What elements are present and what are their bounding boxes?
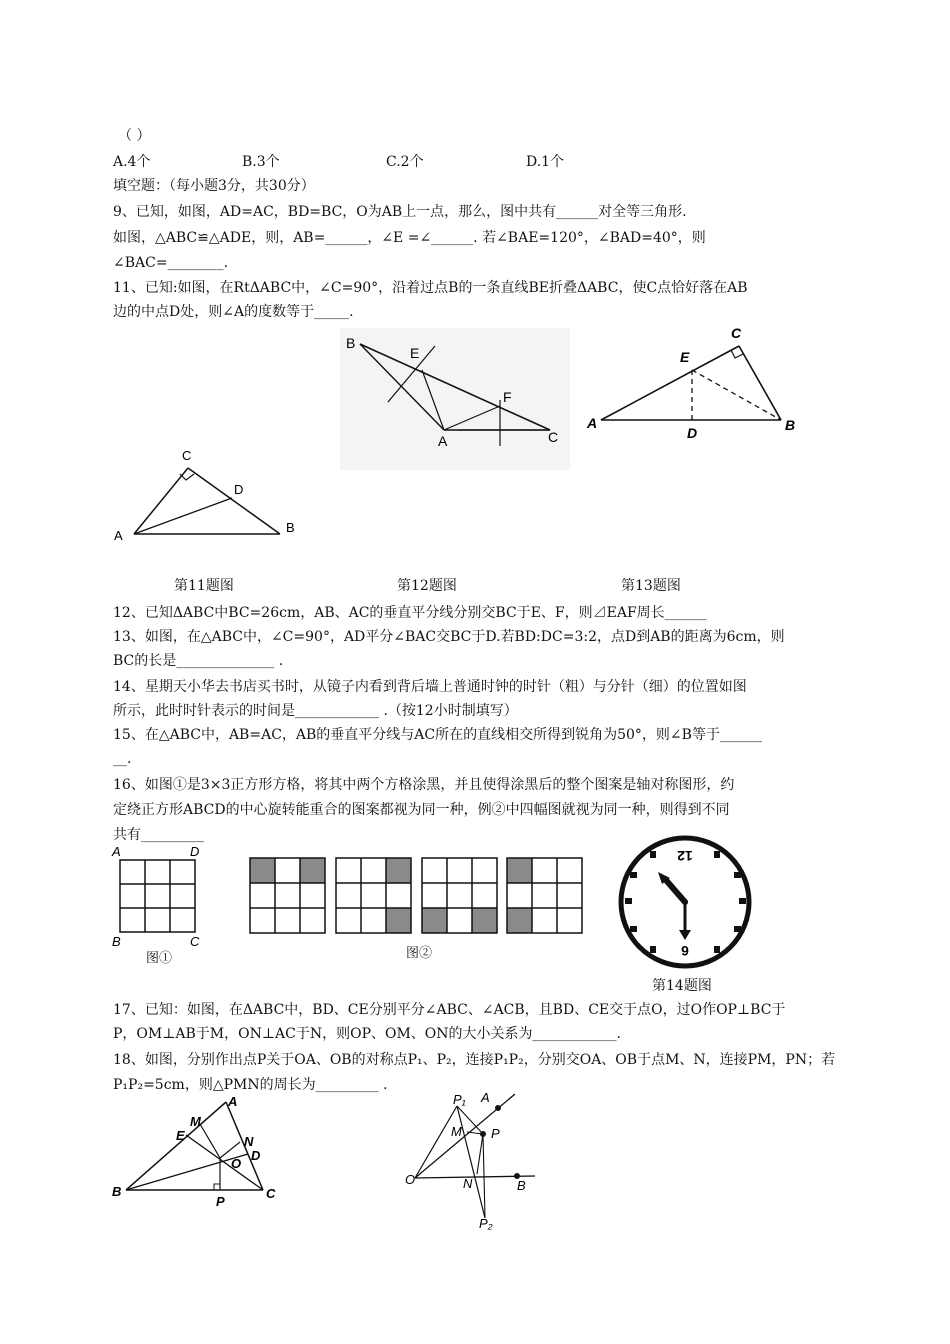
fig12-label-e: E (410, 345, 420, 361)
option-d: D.1个 (526, 154, 565, 170)
clock-label-6: 6 (681, 943, 689, 959)
fig18-label-p1: P₁ (453, 1092, 466, 1107)
grid1-label-b: B (112, 934, 121, 949)
question-9: 9、已知，如图，AD=AC，BD=BC，O为AB上一点，那么，图中共有______对全等三角形. (113, 204, 687, 220)
fig18-label-n: N (463, 1176, 473, 1191)
caption-fig11: 第11题图 (174, 578, 234, 594)
question-11-line1: 11、已知:如图，在RtΔABC中，∠C=90°，沿着过点B的一条直线BE折叠ΔABC，使C点恰好落在AB (113, 280, 748, 296)
fig17-label-m: M (190, 1114, 201, 1129)
question-14-line2: 所示，此时时针表示的时间是____________ .（按12小时制填写） (113, 703, 518, 719)
question-14-line1: 14、星期天小华去书店买书时，从镜子内看到背后墙上普通时钟的时针（粗）与分针（细）的位置如图 (113, 679, 747, 695)
question-16-line3: 共有_________ (113, 827, 204, 843)
fig17-label-d: D (251, 1148, 261, 1163)
fig17-label-o: O (231, 1156, 242, 1171)
question-10-line1: 如图，△ABC≌△ADE，则，AB=______，∠E =∠______. 若∠BAE=120°，∠BAD=40°，则 (113, 230, 706, 246)
question-18-line1: 18、如图，分别作出点P关于OA、OB的对称点P₁、P₂，连接P₁P₂，分别交OA、OB于点M、N，连接PM，PN；若 (113, 1052, 836, 1068)
question-18-line2: P₁P₂=5cm，则△PMN的周长为_________ . (113, 1077, 388, 1093)
fig13-label-e: E (680, 349, 690, 365)
question-11-line2: 边的中点D处，则∠A的度数等于_____. (113, 304, 354, 320)
grid-figure-2 (245, 852, 585, 942)
fig13-label-c: C (731, 325, 742, 341)
fig13-label-d: D (687, 425, 698, 440)
question-16-line1: 16、如图①是3×3正方形方格，将其中两个方格涂黑，并且使得涂黑后的整个图案是轴对称图形，约 (113, 777, 735, 793)
figure-18 (395, 1088, 555, 1232)
fig18-label-o: O (405, 1172, 416, 1187)
question-12: 12、已知ΔABC中BC=26cm，AB、AC的垂直平分线分别交BC于E、F，则⊿EAF周长______ (113, 605, 707, 621)
answer-bracket: （ ） (118, 128, 151, 144)
grid1-label-c: C (190, 934, 200, 949)
fig17-label-c: C (266, 1186, 276, 1201)
fig13-label-b: B (785, 417, 796, 433)
question-10-line2: ∠BAC=________. (113, 255, 229, 271)
fig11-label-c: C (182, 448, 192, 463)
question-15-line1: 15、在△ABC中，AB=AC，AB的垂直平分线与AC所在的直线相交所得到锐角为50°，则∠B等于______ (113, 727, 762, 743)
fig12-label-c: C (548, 429, 559, 445)
caption-fig12: 第12题图 (397, 578, 457, 594)
fig12-label-f: F (503, 389, 512, 405)
fig12-label-b: B (346, 335, 356, 351)
fig18-label-p2: P₂ (479, 1216, 493, 1231)
mirror-clock (610, 834, 760, 974)
fig18-label-b: B (517, 1178, 526, 1193)
question-13-line1: 13、如图，在△ABC中，∠C=90°，AD平分∠BAC交BC于D.若BD:DC=3:2，点D到AB的距离为6cm，则 (113, 629, 785, 645)
fig11-label-b: B (286, 520, 295, 535)
question-17-line1: 17、已知：如图，在ΔABC中，BD、CE分别平分∠ABC、∠ACB，且BD、CE交于点O，过O作OP⊥BC于 (113, 1002, 786, 1018)
fig18-label-a: A (481, 1090, 490, 1105)
fill-heading: 填空题：（每小题3分，共30分） (113, 178, 315, 194)
grid1-label-a: A (112, 844, 121, 859)
caption-fig14: 第14题图 (652, 978, 712, 994)
fig12-label-a: A (438, 433, 448, 449)
figure-12 (340, 328, 570, 470)
figure-11 (108, 440, 308, 544)
option-a: A.4个 (113, 154, 151, 170)
grid1-label-d: D (190, 844, 200, 859)
figure-17 (108, 1090, 298, 1210)
fig17-label-e: E (176, 1128, 185, 1143)
fig13-label-a: A (587, 415, 598, 431)
question-17-line2: P，OM⊥AB于M，ON⊥AC于N，则OP、OM、ON的大小关系为____________. (113, 1026, 621, 1042)
fig11-label-a: A (114, 528, 123, 543)
caption-grid1: 图① (146, 951, 173, 966)
fig18-label-p: P (491, 1126, 500, 1141)
fig17-label-a: A (228, 1094, 238, 1109)
option-b: B.3个 (242, 154, 280, 170)
question-15-line2: __. (113, 751, 132, 767)
clock-label-12: 12 (677, 848, 693, 864)
fig17-label-b: B (112, 1184, 122, 1199)
fig17-label-p: P (216, 1194, 225, 1209)
fig17-label-n: N (244, 1134, 254, 1149)
caption-grid2: 图② (406, 946, 433, 961)
figure-13 (585, 322, 805, 440)
question-13-line2: BC的长是______________ . (113, 653, 284, 669)
fig11-label-d: D (234, 482, 244, 497)
question-16-line2: 定绕正方形ABCD的中心旋转能重合的图案都视为同一种，例②中四幅图就视为同一种，则得到不同 (113, 802, 730, 818)
option-c: C.2个 (386, 154, 424, 170)
fig18-label-m: M (451, 1124, 462, 1139)
caption-fig13: 第13题图 (621, 578, 681, 594)
